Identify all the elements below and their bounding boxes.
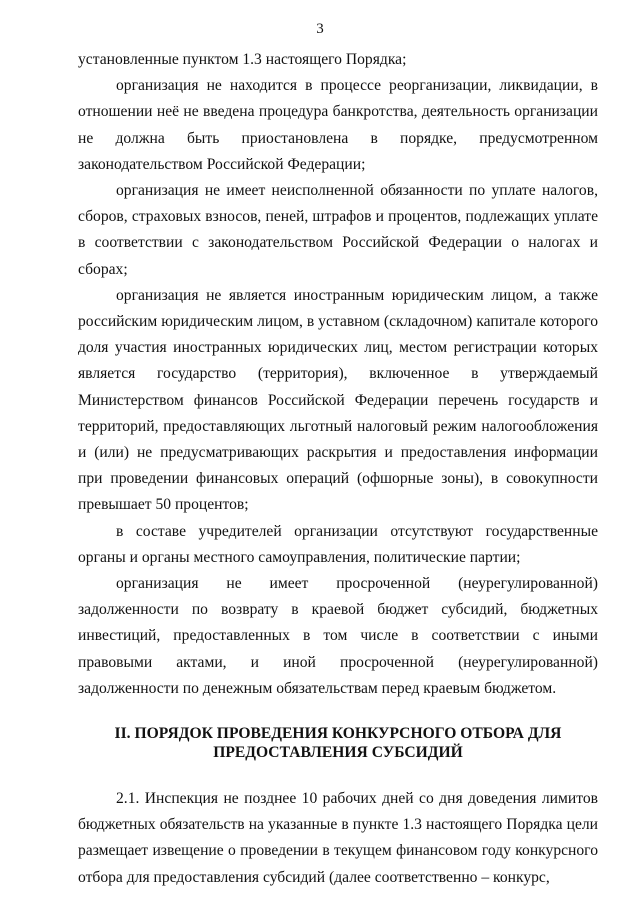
- paragraph: организация не находится в процессе реорганизации, ликвидации, в отношении неё не введена процедура банкротства, деятельность организации не должна быть приостановлена в порядке, предусмотренном законодательством Российской Федерации;: [78, 77, 598, 173]
- paragraph: организация не имеет неисполненной обязанности по уплате налогов, сборов, страховых взносов, пеней, штрафов и процентов, подлежащих уплате в соответствии с законодательством Российской Федерации о налогах и сборах;: [78, 182, 598, 278]
- document-body: [78, 47, 598, 891]
- paragraphs-after: [78, 786, 598, 891]
- section-heading-line-1: II. ПОРЯДОК ПРОВЕДЕНИЯ КОНКУРСНОГО ОТБОРА ДЛЯ: [114, 725, 562, 743]
- paragraph: 2.1. Инспекция не позднее 10 рабочих дней со дня доведения лимитов бюджетных обязательств на указанные в пункте 1.3 настоящего Порядка цели размещает извещение о проведении в текущем финансовом году конкурсного отбора для предоставления субсидий (далее соответственно – конкурс,: [78, 790, 598, 886]
- paragraphs-before: [78, 47, 598, 702]
- paragraph: организация не является иностранным юридическим лицом, а также российским юридическим лицом, в уставном (складочном) капитале которого доля участия иностранных юридических лиц, местом регистрации которых является государство (территория), включенное в утверждаемый Министерством финансов Российской Федерации перечень государств и территорий, предоставляющих льготный налоговый режим налогообложения и (или) не предусматривающих раскрытия и предоставления информации при проведении финансовых операций (офшорные зоны), в совокупности превышает 50 процентов;: [78, 286, 598, 514]
- page-number: 3: [316, 21, 324, 37]
- paragraph: установленные пунктом 1.3 настоящего Порядка;: [78, 51, 407, 68]
- section-heading: [78, 724, 598, 762]
- section-heading-line-2: ПРЕДОСТАВЛЕНИЯ СУБСИДИЙ: [213, 744, 463, 762]
- paragraph: организация не имеет просроченной (неурегулированной) задолженности по возврату в краевой бюджет субсидий, бюджетных инвестиций, предоставленных в том числе в соответствии с иными правовыми актами, и иной просроченной (неурегулированной) задолженности по денежным обязательствам перед краевым бюджетом.: [78, 575, 598, 697]
- paragraph: в составе учредителей организации отсутствуют государственные органы и органы местного самоуправления, политические партии;: [78, 522, 598, 566]
